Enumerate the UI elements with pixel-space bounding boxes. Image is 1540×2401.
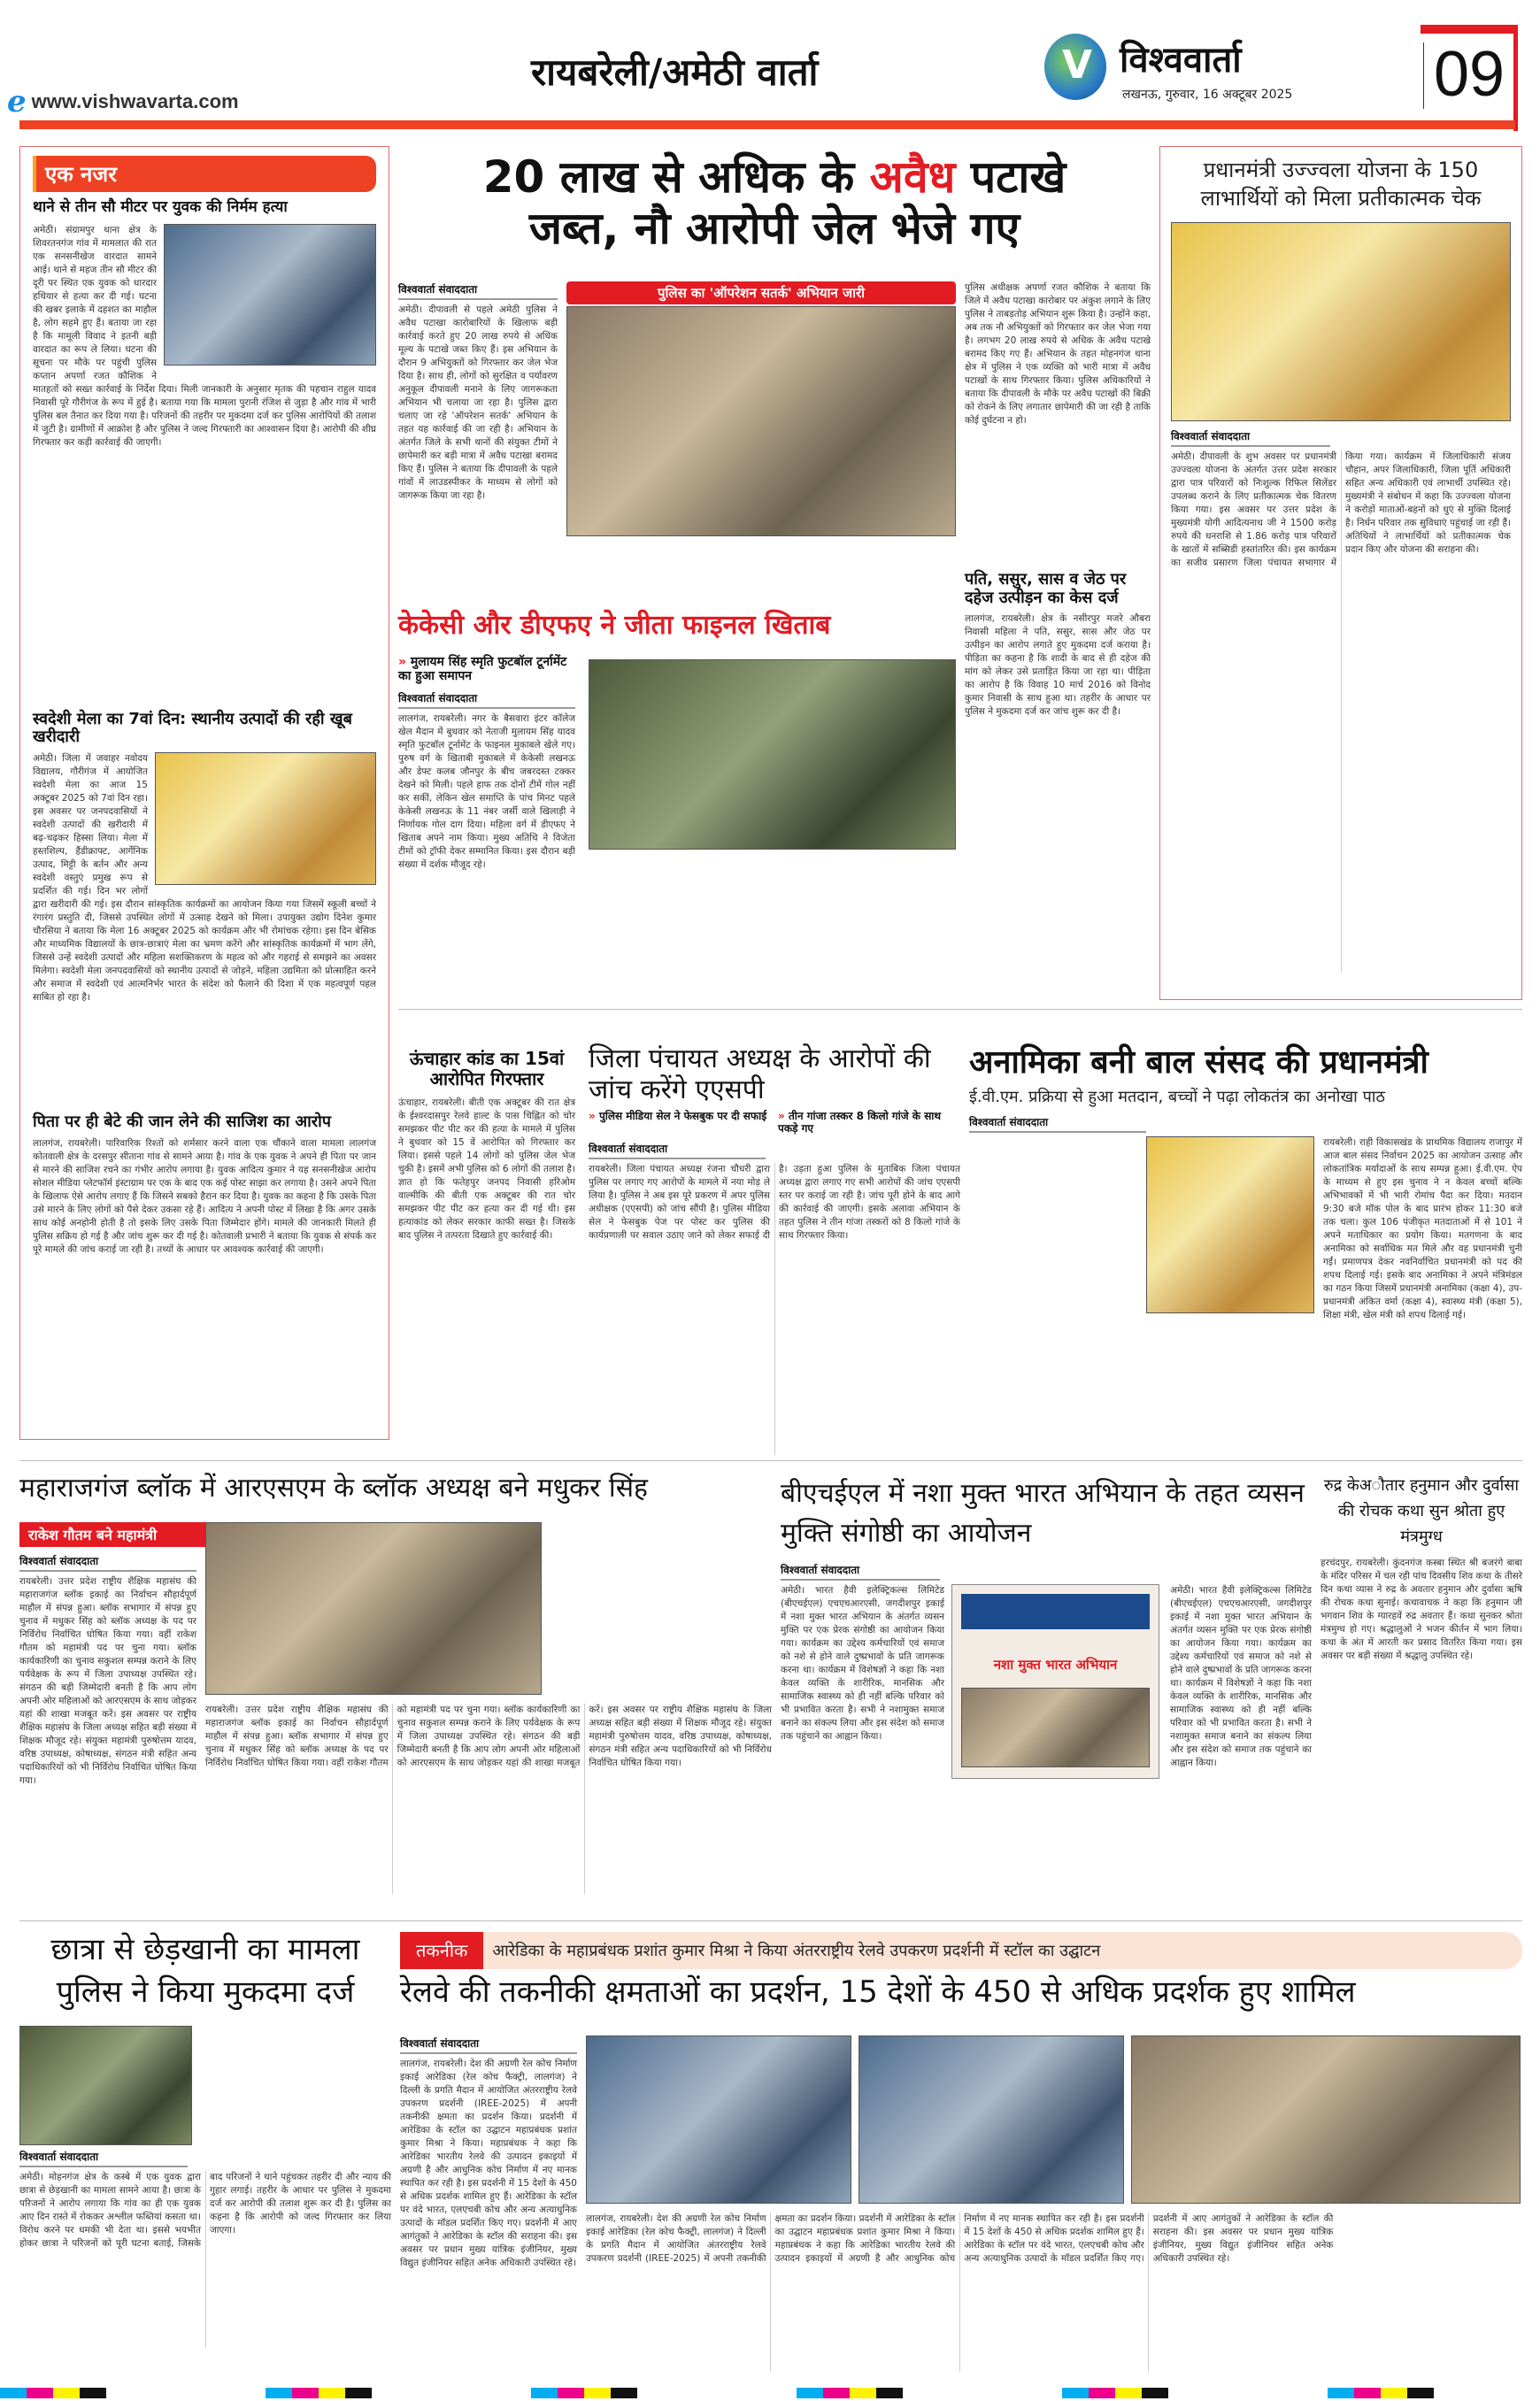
byline: विश्ववार्ता संवाददाता: [969, 1114, 1146, 1133]
website-link[interactable]: e www.vishwavarta.com: [7, 84, 239, 119]
story-photo: [1131, 2035, 1521, 2204]
story-photo: [19, 2026, 192, 2145]
mid-divider: [398, 1009, 1522, 1010]
story-title: छात्रा से छेड़खानी का मामला पुलिस ने किया मुकदमा दर्ज: [50, 1932, 360, 2010]
right-column: [1159, 146, 1522, 1000]
story-body: लालगंज, रायबरेली। देश की अग्रणी रेल कोच निर्माण इकाई आरेडिका (रेल कोच फैक्ट्री, लालगंज) ने दिल्ली के प्रगति मैदान में आयोजित अंतरराष्ट्रीय रेलवे उपकरण प्रदर्शनी (IREE-2025) में अपनी तकनीकी क्षमता का प्रदर्शन किया। प्रदर्शनी में आरेडिका के स्टॉल का उद्घाटन महाप्रबंधक प्रशांत कुमार मिश्रा ने किया। महाप्रबंधक ने कहा कि आरेडिका भारतीय रेलवे की उत्पादन इकाइयों में अग्रणी है और आधुनिक कोच निर्माण में नए मानक स्थापित कर रही है। इस प्रदर्शनी में 15 देशों के 450 से अधिक प्रदर्शक शामिल हुए हैं। आरेडिका के स्टॉल पर वंदे भारत, एलएचबी कोच और अन्य अत्याधुनिक उत्पादों के मॉडल प्रदर्शित किए गए। प्रदर्शनी में आए आगंतुकों ने आरेडिका के स्टॉल की सराहना की। इस अवसर पर प्रधान मुख्य यांत्रिक इंजीनियर, मुख्य विद्युत इंजीनियर सहित अनेक अधिकारी उपस्थित रहे।: [586, 2213, 1334, 2264]
story-body: अमेठी। जिला में जवाहर नवोदय विद्यालय, गौरीगंज में आयोजित स्वदेशी मेला का आज 15 अक्टूबर 2025 को 7वां दिन रहा। इस अवसर पर जनपदवासियों ने स्वदेशी उत्पादों की खरीदारी में बढ़-चढ़कर हिस्सा लिया। मेला में हस्तशिल्प, हैंडीक्राफ्ट, आर्गेनिक उत्पाद, मिट्टी के बर्तन और अन्य स्वदेशी वस्तुएं प्रमुख रूप से प्रदर्शित की गई। दिन भर लोगों द्वारा खरीदारी की गई। इस दौरान सांस्कृतिक कार्यक्रमों का आयोजन किया गया जिसमें स्कूली बच्चों ने रंगारंग प्रस्तुति दी, जिससे उपस्थित लोगों में उत्साह देखने को मिला। उपायुक्त उद्योग दिनेश कुमार चौरसिया ने बताया कि मेला 16 अक्टूबर 2025 को कार्यक्रम और भी रोमांचक रहेगा। इस दिन बेसिक और माध्यमिक विद्यालयों के छात्र-छात्राएं मेला का भ्रमण करेंगे और सांस्कृतिक कार्यक्रमों में भाग लेंगे, जिससे उन्हें स्वदेशी उत्पादों और महिला सशक्तिकरण के महत्व को और गहराई से समझने का अवसर मिलेगा। स्वदेशी मेला जनपदवासियों को स्थानीय उत्पादों से जोड़ने, महिला उद्यमिता को प्रोत्साहित करने और समाज में स्वदेशी एवं आत्मनिर्भर भारत के संदेश को फैलाने की दिशा में एक महत्वपूर्ण पहल साबित हो रहा है।: [33, 752, 376, 1003]
story-title: पति, ससुर, सास व जेठ पर दहेज उत्पीड़न का केस दर्ज: [965, 570, 1127, 607]
dateline: लखनऊ, गुरुवार, 16 अक्टूबर 2025: [1122, 88, 1293, 102]
byline: विश्ववार्ता संवाददाता: [19, 1553, 196, 1572]
band-text: आरेडिका के महाप्रबंधक प्रशांत कुमार मिश्रा ने किया अंतरराष्ट्रीय रेलवे उपकरण प्रदर्शनी में स्टॉल का उद्घाटन: [492, 1942, 1101, 1960]
paper-name: विश्ववार्ता: [1120, 40, 1242, 81]
story-body: लालगंज, रायबरेली। पारिवारिक रिश्तों को शर्मसार करने वाला एक चौंकाने वाला मामला लालगंज कोतवाली क्षेत्र के दरसपुर सीताना गांव से सामने आया है। गांव के एक युवक ने अपने ही पिता पर जान से मारने की साजिश रचने का गंभीर आरोप लगाया है। युवक आदित्य कुमार ने यह सनसनीखेज आरोप सोशल मीडिया प्लेटफॉर्म इंस्टाग्राम पर एक के बाद एक कई पोस्ट साझा कर लगाया है। उसने अपने पिता के खिलाफ ऐसे आरोप लगाए हैं कि जिसने सबको हैरान कर दिया है। युवक का कहना है कि उसके पिता उसे मारने के लिए लोगों को पैसे देकर उकसा रहे हैं। आदित्य ने अपनी पोस्ट में लिखा है कि अगर उसके साथ कोई अनहोनी होती है तो इसके लिए उसके पिता जिम्मेदार होंगे। मामले की जानकारी मिलते ही पुलिस सक्रिय हो गई है और जांच शुरू कर दी गई है। कोतवाली प्रभारी ने बताया कि युवक से संपर्क कर पूरे मामले की जांच कराई जा रही है। तथ्यों के आधार पर आवश्यक कार्रवाई की जाएगी।: [33, 1137, 376, 1255]
story-body: अमेठी। संग्रामपुर थाना क्षेत्र के शिवरतनगंज गांव में मामलात की रात एक सनसनीखेज वारदात सामने आई। थाने से महज तीन सौ मीटर की दूरी पर स्थित एक युवक को धारदार हथियार से हत्या कर दी गई। घटना की खबर इलाके में दहशत का माहौल है, लोग सहमे हुए हैं। बताया जा रहा है कि मामूली विवाद ने इतनी बड़ी वारदात का रूप ले लिया। घटना की सूचना पर मौके पर पहुंची पुलिस कप्तान अपर्णा रजत कौशिक ने मातहतों को सख्त कार्रवाई के निर्देश दिया। मिली जानकारी के अनुसार मृतक की पहचान राहुल यादव निवासी पूरे गौरीगंज के रूप में हुई है। बताया गया कि मामला पुरानी रंजिश से जुड़ा है और गांव में भारी पुलिस बल तैनात कर दिया गया है। परिजनों की तहरीर पर मुकदमा दर्ज कर पुलिस आरोपियों की तलाश में जुटी है। ग्रामीणों में आक्रोश है और पुलिस ने जल्द गिरफ्तारी का आश्वासन दिया है। आरोपी की शीघ्र गिरफ्तार कर कड़ी कार्रवाई की जाएगी।: [33, 224, 376, 448]
story-body: अमेठी। भारत हैवी इलेक्ट्रिकल्स लिमिटेड (बीएचईएल) एचएचआरएसी, जगदीशपुर इकाई में नशा मुक्त भारत अभियान के अंतर्गत व्यसन मुक्ति पर एक प्रेरक संगोष्ठी का आयोजन किया गया। कार्यक्रम का उद्देश्य कर्मचारियों एवं समाज को नशे से होने वाले दुष्प्रभावों के प्रति जागरूक करना था। कार्यक्रम में विशेषज्ञों ने कहा कि नशा केवल व्यक्ति के शारीरिक, मानसिक और सामाजिक स्वास्थ्य को ही नहीं बल्कि परिवार को भी प्रभावित करता है। सभी ने नशामुक्त समाज बनाने का संकल्प लिया और इस संदेश को समाज तक पहुंचाने का आह्वान किया।: [781, 1585, 944, 1742]
story-deck: » पुलिस मीडिया सेल ने फेसबुक पर दी सफाई: [589, 1110, 767, 1122]
story-title: रेलवे की तकनीकी क्षमताओं का प्रदर्शन, 15 देशों के 450 से अधिक प्रदर्शक हुए शामिल: [400, 1974, 1356, 2010]
story-title: अनामिका बनी बाल संसद की प्रधानमंत्री: [969, 1044, 1428, 1081]
row-divider: [19, 1920, 1522, 1921]
byline: विश्ववार्ता संवाददाता: [400, 2035, 577, 2054]
masthead: [0, 0, 1540, 133]
banner-photo: [951, 1584, 1159, 1779]
paper-logo-icon: V: [1044, 34, 1106, 100]
story-body: अमेठी। मोहनगंज क्षेत्र के कस्बे में एक युवक द्वारा छात्रा से छेड़खानी का मामला सामने आया है। छात्रा के परिजनों ने आरोप लगाया कि गांव का ही एक युवक आए दिन रास्ते में रोककर अश्लील फब्तियां कसता था। विरोध करने पर धमकी भी देता था। इससे भयभीत होकर छात्रा ने परिजनों को पूरी घटना बताई, जिसके बाद परिजनों ने थाने पहुंचकर तहरीर दी और न्याय की गुहार लगाई। तहरीर के आधार पर पुलिस ने मुकदमा दर्ज कर आरोपी की तलाश शुरू कर दी है। पुलिस का कहना है कि आरोपी को जल्द गिरफ्तार कर लिया जाएगा।: [19, 2172, 391, 2250]
byline: विश्ववार्ता संवाददाता: [398, 281, 558, 300]
banner-text: नशा मुक्त भारत अभियान: [993, 1657, 1118, 1673]
story-body: ऊंचाहार, रायबरेली। बीती एक अक्टूबर की रात क्षेत्र के ईश्वरदासपुर रेलवे हाल्ट के पास चिह्नित को चोर समझकर पीट पीट कर की हत्या के मामले में पुलिस ने बुधवार को 15 वें आरोपित को गिरफ्तार कर लिया। इससे पहले 14 लोगों को पुलिस जेल भेज चुकी है। इसमें अभी पुलिस को 6 लोगों की तलाश है। ज्ञात हो कि फतेहपुर जनपद निवासी हरिओम वाल्मीकि की बीती एक अक्टूबर की रात चोर समझकर पीट पीट कर हत्या कर दी गई थी। इस हत्याकांड को लेकर सरकार काफी सख्त है। जिसके बाद पुलिस ने तत्परता दिखाते हुए कार्रवाई की।: [398, 1097, 575, 1241]
story-body: पुलिस अधीक्षक अपर्णा रजत कौशिक ने बताया कि जिले में अवैध पटाखा कारोबार पर अंकुश लगाने के लिए पुलिस ने ताबड़तोड़ अभियान शुरू किया है। उन्होंने कहा, अब तक नौ अभियुक्तों को गिरफ्तार कर जेल भेजा गया है। लगभग 20 लाख रुपये से अधिक के अवैध पटाखे बरामद किए गए हैं। अभियान के तहत मोहनगंज थाना क्षेत्र में पुलिस ने एक व्यक्ति को भारी मात्रा में अवैध पटाखों के साथ गिरफ्तार किया। पुलिस अधिकारियों ने बताया कि दीपावली के मौके पर अवैध पटाखों की बिक्री को रोकने के लिए लगातार छापेमारी की जा रही है ताकि कोई दुर्घटना न हो।: [965, 282, 1151, 426]
story-title: बीएचईएल में नशा मुक्त भारत अभियान के तहत व्यसन मुक्ति संगोष्ठी का आयोजन: [781, 1478, 1305, 1549]
story-title: प्रधानमंत्री उज्ज्वला योजना के 150 लाभार्थियों को मिला प्रतीकात्मक चेक: [1200, 158, 1482, 212]
divider: [1423, 42, 1424, 109]
story-body: लालगंज, रायबरेली। देश की अग्रणी रेल कोच निर्माण इकाई आरेडिका (रेल कोच फैक्ट्री, लालगंज) ने दिल्ली के प्रगति मैदान में आयोजित अंतरराष्ट्रीय रेलवे उपकरण प्रदर्शनी (IREE-2025) में अपनी तकनीकी क्षमता का प्रदर्शन किया। प्रदर्शनी में आरेडिका के स्टॉल का उद्घाटन महाप्रबंधक प्रशांत कुमार मिश्रा ने किया। महाप्रबंधक ने कहा कि आरेडिका भारतीय रेलवे की उत्पादन इकाइयों में अग्रणी है और आधुनिक कोच निर्माण में नए मानक स्थापित कर रही है। इस प्रदर्शनी में 15 देशों के 450 से अधिक प्रदर्शक शामिल हुए हैं। आरेडिका के स्टॉल पर वंदे भारत, एलएचबी कोच और अन्य अत्याधुनिक उत्पादों के मॉडल प्रदर्शित किए गए। प्रदर्शनी में आए आगंतुकों ने आरेडिका के स्टॉल की सराहना की। इस अवसर पर प्रधान मुख्य यांत्रिक इंजीनियर, मुख्य विद्युत इंजीनियर सहित अनेक अधिकारी उपस्थित रहे।: [400, 2059, 577, 2268]
story-photo: [205, 1522, 542, 1695]
story-title: रुद्र केअौतार हनुमान और दुर्वासा की रोचक कथा सुन श्रोता हुए मंत्रमुग्ध: [1323, 1476, 1520, 1546]
story-deck: » मुलायम सिंह स्मृति फुटबॉल टूर्नामेंट का हुआ समापन: [398, 655, 567, 684]
story-body: रायबरेली। जिला पंचायत अध्यक्ष रंजना चौधरी द्वारा पुलिस पर लगाए गए आरोपों के मामले में नया मोड़ ले लिया है। पुलिस ने अब इस पूरे प्रकरण में अपर पुलिस अधीक्षक (एएसपी) को जांच सौंपी है। पुलिस मीडिया सेल ने फेसबुक पेज पर पोस्ट कर पुलिस की कार्यप्रणाली पर सवाल उठाए जाने को लेकर सफाई दी है। उड़ता हुआ पुलिस के मुताबिक जिला पंचायत अध्यक्ष द्वारा लगाए गए सभी आरोपों की जांच एएसपी स्तर पर कराई जा रही है। जांच पूरी होने के बाद आगे की कार्रवाई की जाएगी। इसके अलावा अभियान के तहत पुलिस ने तीन गांजा तस्करों को 8 किलो गांजे के साथ गिरफ्तार किया।: [589, 1163, 960, 1241]
tech-tag: तकनीक: [400, 1932, 483, 1969]
story-title: स्वदेशी मेला का 7वां दिन: स्थानीय उत्पादों की रही खूब खरीदारी: [33, 709, 352, 747]
story-photo: [164, 224, 376, 366]
story-photo: [859, 2035, 1124, 2204]
story-body: लालगंज, रायबरेली। क्षेत्र के नसीरपुर मजरे औबरा निवासी महिला ने पति, ससुर, सास और जेठ पर उत्पीड़न का आरोप लगाते हुए मुकदमा दर्ज कराया है। पीड़िता का कहना है कि शादी के बाद से ही दहेज की मांग को लेकर उसे प्रताड़ित किया जा रहा था। पीड़िता का आरोप है कि विवाह 10 मार्च 2016 को विनोद कुमार निवासी के साथ हुआ था। तहरीर के आधार पर पुलिस ने मुकदमा दर्ज कर जांच शुरू कर दी है।: [965, 613, 1151, 718]
story-title: थाने से तीन सौ मीटर पर युवक की निर्मम हत्या: [33, 198, 288, 216]
story-photo: [589, 659, 956, 850]
story-title: पिता पर ही बेटे की जान लेने की साजिश का आरोप: [33, 1112, 332, 1131]
story-tag: राकेश गौतम बने महामंत्री: [19, 1522, 236, 1547]
story-body: रायबरेली। राही विकासखंड के प्राथमिक विद्यालय राजापुर में आज बाल संसद निर्वाचन 2025 का आयोजन उत्साह और लोकतांत्रिक मर्यादाओं के साथ सम्पन्न हुआ। ई.वी.एम. ऐप के माध्यम से हुए इस चुनाव ने न केवल बच्चों बल्कि अभिभावकों में भी भारी रोमांच पैदा कर दिया। मतदान 9:30 बजे मॉक पोल के बाद प्रारंभ होकर 11:30 बजे तक चला। कुल 106 पंजीकृत मतदाताओं में से 101 ने अपने मताधिकार का प्रयोग किया। मतगणना के बाद अनामिका को सर्वाधिक मत मिले और वह प्रधानमंत्री चुनी गईं। प्रमाणपत्र देकर नवनिर्वाचित प्रधानमंत्री को पद की शपथ दिलाई गई। इसके बाद अनामिका ने अपने मंत्रिमंडल का गठन किया जिसमें प्रधानमंत्री अनामिका (कक्षा 4), उप-प्रधानमंत्री अंकित वर्मा (कक्षा 4), स्वास्थ्य मंत्री (कक्षा 5), शिक्षा मंत्री, खेल मंत्री को शपथ दिलाई गई।: [1323, 1137, 1522, 1321]
section-title: रायबरेली/अमेठी वार्ता: [531, 50, 819, 94]
byline: विश्ववार्ता संवाददाता: [781, 1562, 940, 1581]
lead-photo: [566, 306, 956, 536]
story-photo: [155, 752, 376, 885]
story-body: अमेठी। भारत हैवी इलेक्ट्रिकल्स लिमिटेड (बीएचईएल) एचएचआरएसी, जगदीशपुर इकाई में नशा मुक्त भारत अभियान के अंतर्गत व्यसन मुक्ति पर एक प्रेरक संगोष्ठी का आयोजन किया गया। कार्यक्रम का उद्देश्य कर्मचारियों एवं समाज को नशे से होने वाले दुष्प्रभावों के प्रति जागरूक करना था। कार्यक्रम में विशेषज्ञों ने कहा कि नशा केवल व्यक्ति के शारीरिक, मानसिक और सामाजिक स्वास्थ्य को ही नहीं बल्कि परिवार को भी प्रभावित करता है। सभी ने नशामुक्त समाज बनाने का संकल्प लिया और इस संदेश को समाज तक पहुंचाने का आह्वान किया।: [1170, 1585, 1312, 1768]
browser-e-icon: e: [7, 84, 27, 119]
color-registration-bar: [0, 2388, 1540, 2398]
story-body: अमेठी। दीपावली से पहले अमेठी पुलिस ने अवैध पटाखा कारोबारियों के खिलाफ बड़ी कार्रवाई करते हुए 20 लाख रुपये से अधिक मूल्य के पटाखे जब्त किए हैं। इस अभियान के दौरान 9 अभियुक्तों को गिरफ्तार कर जेल भेज दिया है। साथ ही, लोगों को सुरक्षित व पर्यावरण अनुकूल दीपावली मनाने के लिए जागरूकता अभियान भी चलाया जा रहा है। पुलिस द्वारा चलाए जा रहे 'ऑपरेशन सतर्क' अभियान के तहत यह कार्रवाई की जा रही है। अभियान के अंतर्गत जिले के सभी थानों की संयुक्त टीमों ने छापेमारी कर बड़ी मात्रा में अवैध पटाखा बरामद किए हैं। पुलिस ने बताया कि दीपावली के पहले गांवों में लाउडस्पीकर के माध्यम से लोगों को जागरूक किया जा रहा है।: [398, 304, 558, 501]
ek-nazar-tag: एक नजर: [33, 156, 376, 192]
byline: विश्ववार्ता संवाददाता: [19, 2149, 188, 2167]
story-photo: [1146, 1136, 1314, 1313]
byline: विश्ववार्ता संवाददाता: [398, 690, 575, 709]
story-title: जिला पंचायत अध्यक्ष के आरोपों की जांच करेंगे एएसपी: [589, 1043, 931, 1105]
story-body: रायबरेली। उत्तर प्रदेश राष्ट्रीय शैक्षिक महासंघ की महाराजगंज ब्लॉक इकाई का निर्वाचन सौहार्दपूर्ण माहौल में संपन्न हुआ। ब्लॉक सभागार में संपन्न हुए चुनाव में मधुकर सिंह को ब्लॉक अध्यक्ष के पद पर निर्विरोध निर्वाचित घोषित किया गया। वहीं राकेश गौतम को महामंत्री पद पर चुना गया। ब्लॉक कार्यकारिणी का चुनाव सकुशल सम्पन्न कराने के लिए पर्यवेक्षक के रूप में जिला उपाध्यक्ष उपस्थित रहे। संगठन की बड़ी जिम्मेदारी बनती है कि आप लोग अपनी ओर महिलाओं को आरएसएम के साथ जोड़कर यहां की शाखा मजबूत करें। इस अवसर पर राष्ट्रीय शैक्षिक महासंघ के जिला अध्यक्ष सहित बड़ी संख्या में शिक्षक मौजूद रहे। संयुक्त महामंत्री पुरुषोत्तम यादव, वरिष्ठ उपाध्यक्ष, कोषाध्यक्ष, संगठन मंत्री सहित अन्य पदाधिकारियों को भी निर्विरोध निर्वाचित घोषित किया गया।: [205, 1705, 772, 1768]
story-photo: [1171, 222, 1511, 421]
masthead-bar: [19, 120, 1515, 129]
story-body: रायबरेली। उत्तर प्रदेश राष्ट्रीय शैक्षिक महासंघ की महाराजगंज ब्लॉक इकाई का निर्वाचन सौहार्दपूर्ण माहौल में संपन्न हुआ। ब्लॉक सभागार में संपन्न हुए चुनाव में मधुकर सिंह को ब्लॉक अध्यक्ष के पद पर निर्विरोध निर्वाचित घोषित किया गया। वहीं राकेश गौतम को महामंत्री पद पर चुना गया। ब्लॉक कार्यकारिणी का चुनाव सकुशल सम्पन्न कराने के लिए पर्यवेक्षक के रूप में जिला उपाध्यक्ष उपस्थित रहे। संगठन की बड़ी जिम्मेदारी बनती है कि आप लोग अपनी ओर महिलाओं को आरएसएम के साथ जोड़कर यहां की शाखा मजबूत करें। इस अवसर पर राष्ट्रीय शैक्षिक महासंघ के जिला अध्यक्ष सहित बड़ी संख्या में शिक्षक मौजूद रहे। संयुक्त महामंत्री पुरुषोत्तम यादव, वरिष्ठ उपाध्यक्ष, कोषाध्यक्ष, संगठन मंत्री सहित अन्य पदाधिकारियों को भी निर्विरोध निर्वाचित घोषित किया गया।: [19, 1576, 196, 1786]
byline: विश्ववार्ता संवाददाता: [589, 1141, 766, 1159]
story-body: अमेठी। दीपावली के शुभ अवसर पर प्रधानमंत्री उज्ज्वला योजना के अंतर्गत उत्तर प्रदेश सरकार द्वारा पात्र परिवारों को निःशुल्क रिफिल सिलेंडर उपलब्ध कराने के लिए प्रतीकात्मक चेक वितरण किया गया। इस अवसर पर उत्तर प्रदेश के मुख्यमंत्री योगी आदित्यनाथ जी ने 1500 करोड़ रुपये की धनराशि से 1.86 करोड़ पात्र परिवारों के खातों में सब्सिडी हस्तांतरित की। इस कार्यक्रम का सजीव प्रसारण जिला पंचायत सभागार में किया गया। कार्यक्रम में जिलाधिकारी संजय चौहान, अपर जिलाधिकारी, जिला पूर्ति अधिकारी सहित अन्य अधिकारी एवं लाभार्थी उपस्थित रहे। मुख्यमंत्री ने संबोधन में कहा कि उज्ज्वला योजना ने करोड़ों माताओं-बहनों को धुएं से मुक्ति दिलाई है। निर्धन परिवार तक सुविधाएं पहुंचाई जा रही हैं। अतिथियों ने लाभार्थियों को प्रतीकात्मक चेक प्रदान किए और योजना की सराहना की।: [1171, 450, 1511, 568]
row-divider: [19, 1460, 1522, 1461]
story-photo: [586, 2035, 851, 2204]
byline: विश्ववार्ता संवाददाता: [1171, 428, 1330, 447]
photo-caption: पुलिस का 'ऑपरेशन सतर्क' अभियान जारी: [566, 281, 956, 304]
left-column: [19, 146, 389, 1440]
tech-band: [400, 1932, 1522, 1969]
story-title: ऊंचाहार कांड का 15वां आरोपित गिरफ्तार: [409, 1048, 565, 1089]
story-title: केकेसी और डीएफए ने जीता फाइनल खिताब: [398, 610, 831, 641]
story-deck: » तीन गांजा तस्कर 8 किलो गांजे के साथ पकड़े गए: [778, 1110, 942, 1135]
story-deck: ई.वी.एम. प्रक्रिया से हुआ मतदान, बच्चों ने पढ़ा लोकतंत्र का अनोखा पाठ: [969, 1088, 1385, 1107]
lead-headline: 20 लाख से अधिक के अवैध पटाखे जब्त, नौ आरोपी जेल भेजे गए: [482, 151, 1066, 254]
story-body: हरचंदपुर, रायबरेली। कुंदनगंज कस्बा स्थित श्री बजरंगे बाबा के मंदिर परिसर में चल रही पांच दिवसीय शिव कथा के तीसरे दिन कथा व्यास ने रुद्र के अवतार हनुमान और दुर्वासा ऋषि की रोचक कथा सुनाई। कथावाचक ने कहा कि हनुमान जी भगवान शिव के ग्यारहवें रुद्र अवतार हैं। कथा सुनकर श्रोता मंत्रमुग्ध हो गए। श्रद्धालुओं ने भजन कीर्तन में भाग लिया। कथा के अंत में आरती कर प्रसाद वितरित किया गया। इस अवसर पर बड़ी संख्या में श्रद्धालु उपस्थित रहे।: [1321, 1558, 1522, 1662]
story-title: महाराजगंज ब्लॉक में आरएसएम के ब्लॉक अध्यक्ष बने मधुकर सिंह: [19, 1473, 648, 1504]
story-body: लालगंज, रायबरेली। नगर के बैसवारा इंटर कॉलेज खेल मैदान में बुधवार को नेताजी मुलायम सिंह यादव स्मृति फुटबॉल टूर्नामेंट के फाइनल मुकाबले खेले गए। पुरुष वर्ग के खिताबी मुकाबले में केकेसी लखनऊ और डेफ्ट कलब जौनपुर के बीच जबरदस्त टक्कर देखने को मिली। पहले हाफ तक दोनों टीमें गोल नहीं कर सकीं, लेकिन खेल समाप्ति के पांच मिनट पहले केकेसी लखनऊ के 11 नंबर जर्सी वाले खिलाड़ी ने निर्णायक गोल दाग दिया। महिला वर्ग में डीएफए ने खिताब अपने नाम किया। मुख्य अतिथि ने विजेता टीमों को ट्रॉफी देकर सम्मानित किया। इस दौरान बड़ी संख्या में दर्शक मौजूद रहे।: [398, 713, 575, 871]
page-number: 09: [1434, 39, 1505, 110]
